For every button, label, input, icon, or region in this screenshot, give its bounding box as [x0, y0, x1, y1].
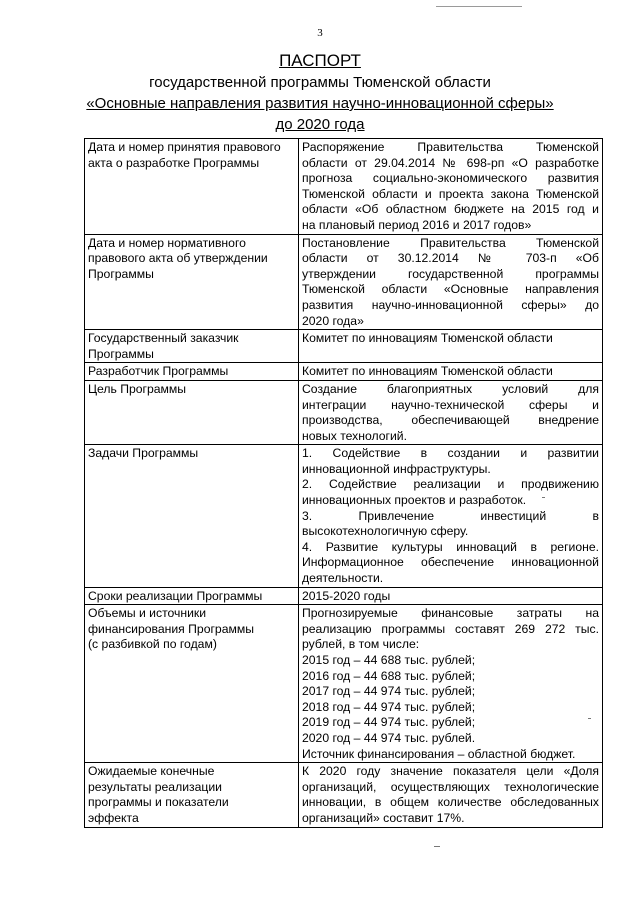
value-line: 2020 год – 44 974 тыс. рублей.: [302, 730, 476, 745]
label-line: программы и показатели: [88, 795, 229, 810]
label-line: финансирования Программы: [88, 621, 255, 636]
value-line: инновационной инфраструктуры.: [302, 461, 491, 476]
value-line: организаций, осуществляющих технологические: [302, 779, 599, 794]
label-line: эффекта: [88, 810, 139, 825]
value-line: Создание благоприятных условий для: [302, 381, 599, 396]
value-line: 3. Привлечение инвестиций в: [302, 508, 599, 523]
value-line: развития научно-инновационной сферы» до: [302, 297, 599, 312]
label-line: Разработчик Программы: [88, 364, 229, 379]
title-main: ПАСПОРТ: [279, 51, 361, 70]
value-line: новых технологий.: [302, 428, 407, 443]
label-line: Задачи Программы: [88, 446, 199, 461]
value-line: Источник финансирования – областной бюджет.: [302, 746, 576, 761]
passport-row: [85, 139, 603, 235]
label-line: акта о разработке Программы: [88, 155, 260, 170]
row-value: [299, 445, 603, 587]
value-line: организаций» составит 17%.: [302, 810, 465, 825]
passport-row: [85, 330, 603, 363]
value-line: реализацию программы составят 269 272 тыс.: [302, 621, 599, 636]
value-line: инновации, в общем количестве обследованных: [302, 795, 599, 810]
value-line: 2019 год – 44 974 тыс. рублей;: [302, 715, 476, 730]
value-line: области от 30.12.2014 № 703-п «Об: [302, 251, 599, 266]
label-line: Цель Программы: [88, 381, 187, 396]
label-line: Программы: [88, 346, 154, 361]
passport-row: [85, 587, 603, 605]
value-line: Постановление Правительства Тюменской: [302, 235, 599, 250]
value-line: 2. Содействие реализации и продвижению: [302, 477, 599, 492]
value-line: интеграции научно-технической сферы и: [302, 397, 599, 412]
value-line: Тюменской области «Основные направления: [302, 282, 599, 297]
passport-row: [85, 380, 603, 444]
passport-row: [85, 234, 603, 330]
row-label: [85, 380, 299, 444]
label-line: результаты реализации: [88, 779, 222, 794]
value-line: К 2020 году значение показателя цели «Доля: [302, 764, 599, 779]
value-line: области «Об областном бюджете на 2015 год и: [302, 202, 599, 217]
row-label: [85, 330, 299, 363]
value-line: 2020 года»: [302, 313, 364, 328]
label-line: Сроки реализации Программы: [88, 588, 263, 603]
passport-row: [85, 763, 603, 827]
value-line: Распоряжение Правительства Тюменской: [302, 140, 599, 154]
row-label: [85, 587, 299, 605]
value-line: Комитет по инновациям Тюменской области: [302, 364, 553, 379]
label-line: правового акта об утверждении: [88, 251, 268, 266]
title-line-1: государственной программы Тюменской области: [149, 74, 491, 91]
label-line: Ожидаемые конечные: [88, 764, 215, 779]
row-value: [299, 330, 603, 363]
value-line: 4. Развитие культуры инноваций в регионе.: [302, 539, 599, 554]
top-decorative-rule: [436, 6, 522, 7]
value-line: Информационное обеспечение инновационной: [302, 555, 599, 570]
value-line: утверждении государственной программы: [302, 266, 599, 281]
row-value: [299, 605, 603, 763]
scan-speck: [588, 718, 591, 719]
value-line: рублей, в том числе:: [302, 637, 420, 652]
value-line: прогноза социально-экономического развития: [302, 171, 599, 186]
label-line: Объемы и источники: [88, 606, 207, 621]
document-title: [0, 50, 640, 135]
passport-row: [85, 363, 603, 381]
value-line: 1. Содействие в создании и развитии: [302, 446, 599, 461]
title-line-3: до 2020 года: [275, 116, 365, 133]
passport-row: [85, 605, 603, 763]
value-line: Тюменской области и проекта закона Тюменской: [302, 186, 599, 201]
row-value: [299, 234, 603, 330]
value-line: производства, обеспечивающей внедрение: [302, 413, 599, 428]
row-value: [299, 380, 603, 444]
label-line: Дата и номер принятия правового: [88, 140, 281, 154]
scan-speck: [434, 846, 440, 847]
passport-table: [84, 138, 603, 828]
row-value: [299, 363, 603, 381]
value-line: 2016 год – 44 688 тыс. рублей;: [302, 668, 476, 683]
scan-speck: [542, 497, 545, 498]
value-line: инновационных проектов и разработок.: [302, 493, 527, 508]
value-line: деятельности.: [302, 571, 384, 586]
row-value: [299, 763, 603, 827]
row-label: [85, 605, 299, 763]
value-line: Прогнозируемые финансовые затраты на: [302, 606, 599, 621]
row-label: [85, 363, 299, 381]
row-value: [299, 139, 603, 235]
label-line: Программы: [88, 266, 154, 281]
row-value: [299, 587, 603, 605]
page-number: 3: [317, 27, 323, 39]
value-line: 2018 год – 44 974 тыс. рублей;: [302, 699, 476, 714]
label-line: (с разбивкой по годам): [88, 637, 217, 652]
value-line: на плановый период 2016 и 2017 годов»: [302, 217, 532, 232]
label-line: Государственный заказчик: [88, 331, 239, 346]
value-line: Комитет по инновациям Тюменской области: [302, 331, 553, 346]
row-label: [85, 139, 299, 235]
value-line: 2015 год – 44 688 тыс. рублей;: [302, 653, 476, 667]
value-line: 2017 год – 44 974 тыс. рублей;: [302, 684, 476, 699]
row-label: [85, 234, 299, 330]
value-line: области от 29.04.2014 № 698-рп «О разработке: [302, 155, 599, 170]
label-line: Дата и номер нормативного: [88, 235, 246, 250]
row-label: [85, 445, 299, 587]
title-line-2: «Основные направления развития научно-инновационной сферы»: [86, 95, 554, 112]
passport-row: [85, 445, 603, 587]
row-label: [85, 763, 299, 827]
value-line: высокотехнологичную сферу.: [302, 524, 469, 539]
value-line: 2015-2020 годы: [302, 588, 391, 603]
